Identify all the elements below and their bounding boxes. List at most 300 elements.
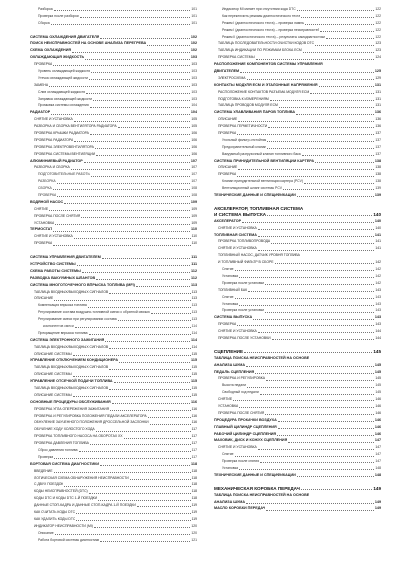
dot-leader (109, 389, 190, 390)
toc-page-number: 143 (375, 294, 381, 299)
toc-page-number: 110 (191, 234, 197, 239)
toc-entry (214, 47, 381, 54)
toc-entry-title: РАЗБОРКА И СБОРКА (34, 165, 70, 170)
toc-entry-title: ПРОВЕРКА ПОСЛЕ СНЯТИЯ (218, 410, 265, 415)
toc-entry (30, 447, 197, 454)
toc-entry (30, 68, 197, 75)
toc-entry (30, 440, 197, 447)
toc-entry (214, 137, 381, 144)
toc-entry (30, 75, 197, 82)
dot-leader (303, 52, 375, 53)
dot-leader (119, 362, 190, 363)
toc-page-number: 143 (375, 287, 381, 292)
toc-page-number: 147 (375, 459, 381, 464)
toc-page-number: 114 (191, 323, 197, 328)
dot-leader (256, 59, 375, 60)
toc-entry-title: Снятие (222, 294, 234, 299)
toc-page-number: 146 (374, 417, 381, 422)
toc-entry (214, 492, 381, 499)
section-gap (214, 199, 381, 206)
toc-entry (214, 13, 381, 20)
toc-entry (214, 6, 381, 13)
toc-page-number: 138 (375, 179, 381, 184)
toc-entry (30, 268, 197, 275)
toc-entry-title: АКСЕЛЕРАТОР, ТОПЛИВНАЯ СИСТЕМА (214, 205, 304, 211)
dot-leader (105, 341, 190, 342)
toc-entry (214, 192, 381, 199)
dot-leader (64, 203, 190, 204)
toc-entry-title: Режим II (диагностического теста) – результаты самодиагностики (222, 34, 325, 39)
toc-entry-title: ПРОВЕРКА ПОСЛЕ УСТАНОВКИ (218, 335, 271, 340)
dot-leader (79, 451, 191, 452)
toc-page-number: 119 (191, 503, 197, 508)
toc-entry-title: Предохранительный клапан (222, 144, 267, 149)
toc-entry-title: МАХОВИК, ДИСК И КОЖУХ СЦЕПЛЕНИЯ (214, 438, 288, 443)
toc-entry (30, 502, 197, 509)
toc-entry-title: ИНДИКАТОР НЕИСПРАВНОСТИ (MI) (34, 523, 93, 528)
dot-leader (266, 510, 374, 511)
toc-page-number: 143 (375, 301, 381, 306)
toc-entry (30, 461, 197, 468)
toc-entry-title: СХЕМА РАБОТЫ СИСТЕМЫ (30, 268, 81, 273)
dot-leader (91, 72, 190, 73)
toc-entry (30, 261, 197, 268)
toc-entry (30, 144, 197, 151)
dot-leader (237, 325, 374, 326)
toc-page-number: 119 (191, 510, 197, 514)
dot-leader (150, 424, 191, 425)
toc-entry-title: СИСТЕМА МНОГОТОЧЕЧНОГО ВПРЫСКА ТОПЛИВА (MFI) (30, 282, 135, 287)
dot-leader (147, 45, 190, 46)
toc-page-number: 114 (191, 330, 197, 335)
dot-leader (53, 65, 190, 66)
toc-entry-title: Индикатор MI мигает при отсутствии кода DTC (222, 6, 296, 11)
toc-page-number: 148 (374, 472, 381, 477)
dot-leader (85, 59, 190, 60)
dot-leader (267, 215, 372, 216)
toc-entry-title: И СИСТЕМА ВЫПУСКА (214, 211, 267, 217)
toc-entry (30, 495, 197, 502)
toc-entry-title: ПРОВЕРКА ДАВЛЕНИЯ ТОПЛИВА (34, 441, 89, 446)
toc-entry (30, 309, 197, 316)
toc-page-number: 149 (373, 485, 381, 491)
toc-entry (214, 20, 381, 27)
toc-entry (30, 475, 197, 482)
toc-entry-title: ПОДГОТОВКА К ИЗМЕРЕНИЯМ (218, 96, 269, 101)
toc-entry-title: ДВИГАТЕЛЕМ (214, 69, 240, 73)
toc-entry (30, 171, 197, 178)
toc-entry-title: ПОИСК НЕИСПРАВНОСТЕЙ НА ОСНОВЕ АНАЛИЗА ПЕРЕГРЕВА (30, 41, 147, 46)
toc-entry-title: ПРОВЕРКА (34, 62, 53, 67)
toc-entry-title: СНЯТИЕ (34, 206, 49, 211)
toc-entry (214, 158, 381, 165)
toc-entry-title: ТАБЛИЦА ПОИСКА НЕИСПРАВНОСТЕЙ НА ОСНОВЕ (214, 492, 310, 497)
toc-entry-title: Регулирование смеси при регулировании состава (38, 317, 117, 322)
toc-entry (214, 458, 381, 465)
toc-entry-title: ОПИСАНИЕ СИСТЕМЫ (34, 372, 72, 377)
dot-leader (54, 472, 191, 473)
toc-page-number: 109 (190, 199, 197, 204)
toc-page-number: 137 (375, 144, 381, 149)
toc-entry-title: КАК СЧИТАТЬ КОДЫ DTC (34, 510, 76, 514)
toc-page-number: 108 (191, 186, 197, 191)
dot-leader (305, 24, 374, 25)
dot-leader (315, 162, 374, 163)
toc-entry (30, 151, 197, 158)
toc-entry-title: СНЯТИЕ И УСТАНОВКА (34, 117, 73, 122)
dot-leader (112, 403, 190, 404)
toc-entry (30, 516, 197, 523)
dot-leader (53, 231, 190, 232)
toc-page-number: 145 (375, 383, 381, 388)
dot-leader (53, 189, 191, 190)
dot-leader (258, 229, 375, 230)
toc-entry-title: Высота педали (222, 383, 246, 388)
toc-entry (30, 109, 197, 116)
toc-entry-title: Вентиляционный шланг системы PCV (222, 186, 283, 191)
toc-entry-title: АНАЛИЗА ШУМА (214, 362, 246, 367)
toc-page-number: 142 (375, 280, 381, 285)
toc-entry (214, 68, 381, 75)
dot-leader (297, 476, 374, 477)
toc-entry-title: Проверка после установки (222, 308, 265, 313)
toc-entry (214, 273, 381, 280)
toc-entry-title: ВОДЯНОЙ НАСОС (30, 199, 64, 204)
dot-leader (265, 284, 374, 285)
toc-page-number: 141 (375, 239, 381, 244)
toc-page-number: 122 (375, 20, 381, 25)
toc-entry (214, 472, 381, 479)
toc-entry-title: ЛОГИЧЕСКАЯ СХЕМА ОБНАРУЖЕНИЯ НЕИСПРАВНОСТИ (34, 475, 129, 480)
toc-page-number: 145 (375, 390, 381, 395)
dot-leader (238, 169, 374, 170)
dot-leader (82, 272, 190, 273)
toc-entry (30, 357, 197, 364)
toc-entry (214, 382, 381, 389)
dot-leader (246, 366, 374, 367)
dot-leader (90, 134, 190, 135)
toc-entry (214, 451, 381, 458)
toc-page-number: 109 (191, 220, 197, 225)
toc-page-number: 123 (375, 48, 381, 53)
dot-leader (74, 141, 190, 142)
toc-entry (30, 295, 197, 302)
dot-leader (265, 312, 374, 313)
toc-entry-title: ПРОЦЕДУРА ПРОКАЧКИ ВОЗДУХА (214, 417, 277, 422)
toc-entry-title: ПРОВЕРКА ЭЛЕКТРОВЕНТИЛЯТОРА (34, 144, 94, 149)
toc-page-number: 115 (191, 358, 197, 363)
toc-entry (30, 40, 197, 47)
toc-page-number: 102 (190, 41, 197, 46)
toc-entry (214, 102, 381, 109)
toc-page-number: 115 (191, 392, 197, 397)
toc-entry (214, 266, 381, 273)
toc-entry (214, 61, 381, 68)
dot-leader (71, 169, 191, 170)
toc-entry-title: МАСЛО КОРОБКИ ПЕРЕДАЧ (214, 506, 266, 511)
toc-entry-title: Прекращение впрыска топлива (38, 330, 88, 335)
toc-page-number: 112 (191, 268, 197, 273)
toc-page-number: 149 (374, 506, 381, 511)
dot-leader (237, 176, 374, 177)
dot-leader (296, 114, 374, 115)
toc-page-number: 122 (375, 6, 381, 11)
toc-page-number: 129 (375, 75, 381, 80)
toc-entry-title: ОПИСАНИЕ (218, 165, 238, 170)
dot-leader (124, 438, 191, 439)
toc-page-number: 141 (375, 246, 381, 251)
toc-page-number: 125 (374, 69, 381, 73)
dot-leader (239, 305, 374, 306)
toc-entry (214, 314, 381, 321)
toc-entry-title: ТАБЛИЦА ПОСЛЕДОВАТЕЛЬНОСТИ ОЧИСТКИ КОДОВ DTC (218, 41, 315, 46)
dot-leader (81, 217, 190, 218)
dot-leader (136, 286, 190, 287)
toc-entry (30, 206, 197, 213)
toc-entry-title: СНЯТИЕ И УСТАНОВКА (218, 225, 257, 230)
toc-page-number: 115 (191, 372, 197, 377)
toc-entry-title: ТОПЛИВНЫЙ НАСОС, ДАТЧИК УРОВНЯ ТОПЛИВА (218, 253, 300, 258)
dot-leader (237, 134, 374, 135)
toc-entry (30, 523, 197, 530)
toc-page-number: 118 (191, 489, 197, 494)
toc-entry-title: ТЕХНИЧЕСКИЕ ДАННЫЕ И СПЕЦИФИКАЦИИ (214, 472, 296, 477)
toc-entry-title: СИСТЕМА ЭЛЕКТРОННОГО ЗАЖИГАНИЯ (30, 337, 105, 342)
toc-page-number: 113 (191, 289, 197, 294)
toc-page-number: 147 (375, 452, 381, 457)
toc-entry-title: РАСПОЛОЖЕНИЕ КОМПОНЕНТОВ СИСТЕМЫ УПРАВЛЕНИЯ (214, 62, 323, 67)
toc-page-number: 101 (191, 6, 197, 11)
toc-page-number: 116 (191, 406, 197, 411)
toc-page-number: 142 (375, 273, 381, 278)
toc-entry-title: СНЯТИЕ И УСТАНОВКА (218, 329, 257, 334)
toc-entry-title: ПРОВЕРКА ТОПЛИВОПРОВОДА (218, 239, 271, 244)
dot-leader (74, 121, 191, 122)
dot-leader (91, 176, 190, 177)
dot-leader (260, 394, 375, 395)
toc-page-number: 122 (375, 34, 381, 39)
dot-leader (279, 107, 374, 108)
dot-leader (278, 421, 374, 422)
toc-page-number: 143 (375, 308, 381, 313)
dot-leader (95, 148, 190, 149)
dot-leader (258, 250, 375, 251)
dot-leader (268, 127, 374, 128)
toc-entry (214, 232, 381, 239)
toc-page-number: 117 (191, 447, 197, 452)
toc-page-number: 103 (191, 89, 197, 94)
dot-leader (53, 245, 190, 246)
toc-entry-title: Заправка охлаждающей жидкости (38, 96, 92, 101)
toc-entry (30, 102, 197, 109)
toc-page-number: 111 (191, 255, 197, 260)
dot-leader (272, 339, 375, 340)
dot-leader (239, 277, 374, 278)
toc-entry (30, 54, 197, 61)
toc-entry-title: ТАБЛИЦА ПОИСКА НЕИСПРАВНОСТЕЙ НА ОСНОВЕ (214, 355, 310, 360)
toc-page-number: 144 (375, 329, 381, 334)
dot-leader (301, 17, 374, 18)
toc-entry (214, 307, 381, 314)
toc-entry (30, 454, 197, 461)
dot-leader (118, 127, 191, 128)
toc-entry (30, 392, 197, 399)
toc-page-number: 103 (191, 62, 197, 67)
toc-entry (30, 254, 197, 261)
toc-entry-title: РАДИАТОР (30, 110, 51, 115)
dot-leader (271, 243, 374, 244)
dot-leader (233, 400, 374, 401)
dot-leader (235, 456, 375, 457)
dot-leader (244, 352, 372, 353)
dot-leader (283, 189, 374, 190)
toc-entry (214, 280, 381, 287)
toc-entry (214, 34, 381, 41)
toc-entry-title: РАЗБОРКА (38, 179, 56, 184)
toc-entry (30, 192, 197, 199)
toc-entry (214, 417, 381, 424)
dot-leader (288, 442, 374, 443)
toc-page-number: 147 (374, 438, 381, 443)
toc-entry (30, 116, 197, 123)
toc-entry (214, 403, 381, 410)
toc-entry (30, 330, 197, 337)
toc-entry-title: ПРОВЕРКА И РЕГУЛИРОВКА (218, 376, 265, 381)
toc-entry (30, 289, 197, 296)
toc-entry-title: ПРОВЕРКА И РЕГУЛИРОВКА ПОЛОЖЕНИЯ ПЕДАЛИ АКСЕЛЕРАТОРА (34, 413, 147, 418)
dot-leader (267, 141, 374, 142)
dot-leader (73, 396, 191, 397)
dot-leader (102, 258, 190, 259)
toc-entry (214, 328, 381, 335)
toc-entry-title: ВВЕДЕНИЕ (34, 468, 53, 473)
toc-entry-title: Разборка (38, 6, 53, 11)
dot-leader (239, 469, 374, 470)
toc-page-number: 121 (191, 537, 197, 542)
dot-leader (326, 38, 374, 39)
toc-page-number: 117 (191, 427, 197, 432)
toc-entry (214, 259, 381, 266)
toc-page-number: 140 (374, 218, 381, 223)
toc-entry-title: ПРОВЕРКА ГЕРМЕТИЧНОСТИ (218, 124, 268, 129)
toc-entry-title: КОДЫ DTC И КОДЫ DTC 1-Й ПОЕЗДКИ (34, 496, 98, 501)
toc-page-number: 137 (375, 137, 381, 142)
toc-entry-title: Сброс давления топлива (38, 447, 78, 452)
toc-entry-title: Установка (222, 301, 239, 306)
toc-page-number: 140 (373, 211, 381, 217)
toc-page-number: 114 (191, 344, 197, 349)
toc-page-number: 116 (191, 399, 197, 404)
toc-page-number: 107 (191, 179, 197, 184)
toc-entry (214, 437, 381, 444)
toc-entry-title: СИСТЕМА ПРИНУДИТЕЛЬНОЙ ВЕНТИЛЯЦИИ КАРТЕРА (214, 158, 315, 163)
toc-entry-title: РАБОЧИЙ ЦИЛИНДР СЦЕПЛЕНИЯ (214, 431, 277, 436)
toc-entry (30, 399, 197, 406)
toc-page-number: 146 (374, 431, 381, 436)
dot-leader (100, 541, 190, 542)
toc-entry-title: Проверка (38, 454, 54, 459)
toc-page-number: 141 (374, 232, 381, 237)
dot-leader (109, 348, 190, 349)
toc-entry (30, 413, 197, 420)
dot-leader (297, 10, 375, 11)
toc-entry (30, 323, 197, 330)
toc-entry-title: Режим I (диагностического теста) – проверка лампы (222, 20, 305, 25)
toc-entry-title: СИСТЕМА УЛАВЛИВАНИЯ ПАРОВ ТОПЛИВА (214, 110, 296, 115)
dot-leader (49, 210, 190, 211)
toc-page-number: 147 (375, 445, 381, 450)
toc-entry (30, 537, 197, 544)
toc-page-number: 113 (191, 282, 197, 287)
toc-entry (30, 385, 197, 392)
toc-page-number: 118 (191, 496, 197, 501)
toc-entry-title: АЛЮМИНИЕВЫЙ РАДИАТОР (30, 158, 83, 163)
toc-entry (30, 481, 197, 488)
toc-page-number: 145 (374, 369, 381, 374)
toc-entry-title: ПРОВЕРКА ПОСЛЕ СНЯТИЯ (34, 213, 81, 218)
toc-entry (214, 335, 381, 342)
toc-page-number: 118 (191, 468, 197, 473)
toc-entry (30, 34, 197, 41)
toc-entry-title: РАЗВОДКА ВАКУУМНЫХ ШЛАНГОВ (30, 275, 96, 280)
dot-leader (49, 86, 190, 87)
toc-entry-title: ПРОВЕРКА КРЫШКИ РАДИАТОРА (34, 131, 89, 136)
toc-entry (30, 233, 197, 240)
toc-page-number: 119 (191, 516, 197, 521)
toc-entry-title: Установка (222, 273, 239, 278)
toc-entry-title: Угольный фильтр-отстойник (222, 137, 267, 142)
toc-entry (30, 96, 197, 103)
toc-entry-title: ОПИСАНИЕ СИСТЕМЫ (34, 351, 72, 356)
toc-entry-title: Описание (38, 530, 54, 535)
toc-entry (214, 396, 381, 403)
dot-leader (315, 45, 374, 46)
toc-entry (214, 178, 381, 185)
dot-leader (64, 486, 190, 487)
dot-leader (88, 307, 191, 308)
toc-page-number: 101 (191, 20, 197, 25)
toc-page-number: 131 (374, 82, 381, 87)
toc-page-number: 131 (375, 89, 381, 94)
toc-entry (30, 82, 197, 89)
toc-entry-title: СИСТЕМА ОХЛАЖДЕНИЯ ДВИГАТЕЛЯ (30, 34, 100, 39)
toc-page-number: 105 (191, 124, 197, 129)
toc-entry (214, 431, 381, 438)
toc-page-number: 120 (191, 523, 197, 528)
toc-entry-title: ОБНУЛЕНИЕ ЗАУЧЕННОГО ПОЛОЖЕНИЯ ДРОССЕЛЬНОЙ ЗАСЛОНКИ (34, 420, 149, 425)
dot-leader (90, 444, 191, 445)
dot-leader (84, 162, 190, 163)
dot-leader (100, 465, 190, 466)
toc-entry-title: ПЕДАЛЬ СЦЕПЛЕНИЯ (214, 369, 255, 374)
toc-entry-title: ТАБЛИЦА ВХОДНЫХ/ВЫХОДНЫХ СИГНАЛОВ (34, 385, 109, 390)
toc-entry-title: Вакуумный разгрузочный клапан топливного бака (222, 151, 301, 156)
toc-entry (30, 89, 197, 96)
toc-page-number: 116 (191, 420, 197, 425)
toc-entry-title: Свободный ход педали (222, 390, 259, 395)
toc-entry (214, 245, 381, 252)
dot-leader (109, 293, 190, 294)
toc-entry-title: ПРОВЕРКА (218, 131, 237, 136)
toc-entry-title: ПРОВЕРКА УГЛА ОПЕРЕЖЕНИЯ ЗАЖИГАНИЯ (34, 406, 110, 411)
toc-entry-title: СНЯТИЕ (218, 397, 233, 402)
dot-leader (110, 410, 191, 411)
dot-leader (253, 319, 374, 320)
toc-entry-title: РАЗБОРКА И СБОРКА ВЕНТИЛЯТОРА РАДИАТОРА (34, 124, 117, 129)
toc-page-number: 109 (191, 213, 197, 218)
toc-entry-title: Режим I (диагностического теста) – проверка неисправностей (222, 27, 320, 32)
toc-entry-title: ЗАМЕНА (34, 82, 49, 87)
